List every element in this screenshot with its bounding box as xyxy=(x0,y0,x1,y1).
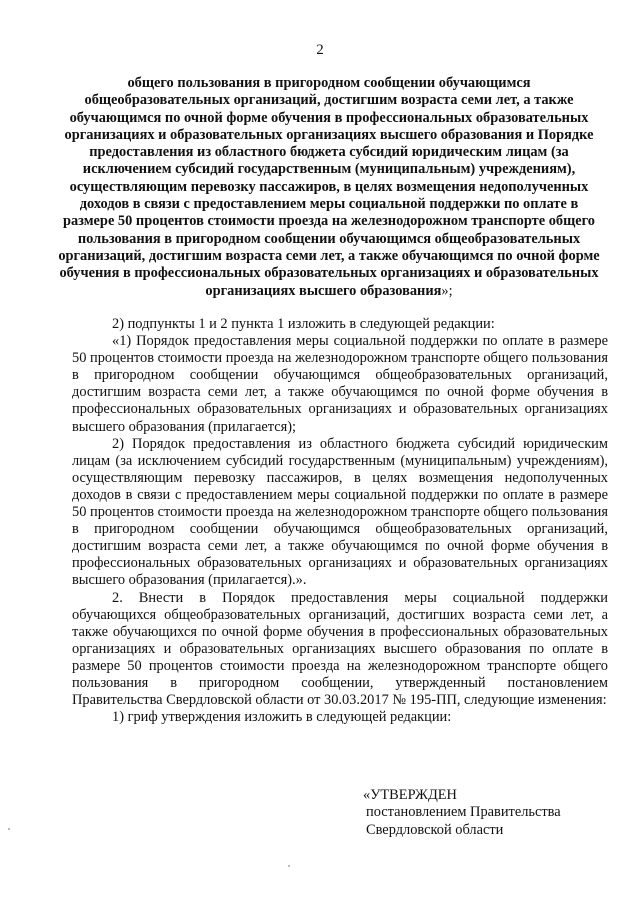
approval-line-1: «УТВЕРЖДЕН xyxy=(363,787,457,803)
document-title-block xyxy=(58,75,600,300)
document-body xyxy=(72,316,608,726)
title-text: общего пользования в пригородном сообщении обучающимся общеобразовательных организаций, достигшим возраста семи лет, а также обучающимся по очной форме обучения в профессиональных образовательных организациях и образовательных организациях высшего образования и Порядке предоставления из областного бюджета субсидий юридическим лицам (за исключением субсидий государственным (муниципальным) учреждениям), осуществляющим перевозку пассажиров, в целях возмещения недополученных доходов в связи с предоставлением меры социальной поддержки по оплате в размере 50 процентов стоимости проезда на железнодорожном транспорте общего пользования в пригородном сообщении обучающимся общеобразовательных организаций, достигшим возраста семи лет, а также обучающимся по очной форме обучения в профессиональных образовательных организациях и образовательных организациях высшего образования xyxy=(58,75,600,299)
approval-line-3: Свердловской области xyxy=(366,821,504,838)
paragraph-item-1: «1) Порядок предоставления меры социальной поддержки по оплате в размере 50 процентов стоимости проезда на железнодорожном транспорте общего пользования в пригородном сообщении обучающимся общеобразовательных организаций, достигшим возраста семи лет, а также обучающимся по очной форме обучения в профессиональных образовательных организациях и образовательных организациях высшего образования (прилагается); xyxy=(72,333,608,435)
paragraph-item-2: 2) Порядок предоставления из областного бюджета субсидий юридическим лицам (за исключением субсидий государственным (муниципальным) учреждениям), осуществляющим перевозку пассажиров, в целях возмещения недополученных доходов в связи с предоставлением меры социальной поддержки по оплате в размере 50 процентов стоимости проезда на железнодорожном транспорте общего пользования в пригородном сообщении обучающимся общеобразовательных организаций, достигшим возраста семи лет, а также обучающимся по очной форме обучения в профессиональных образовательных организациях и образовательных организациях высшего образования (прилагается).». xyxy=(72,435,608,589)
approval-line-2: постановлением Правительства xyxy=(366,804,561,821)
paragraph-section-2: 2. Внести в Порядок предоставления меры социальной поддержки обучающихся общеобразовательных организаций, достигших возраста семи лет, а также обучающихся по очной форме обучения в профессиональных образовательных организациях и образовательных организациях высшего образования по оплате в размере 50 процентов стоимости проезда на железнодорожном транспорте общего пользования в пригородном сообщении, утвержденный постановлением Правительства Свердловской области от 30.03.2017 № 195-ПП, следующие изменения: xyxy=(72,589,608,709)
paragraph-approval-intro: 1) гриф утверждения изложить в следующей редакции: xyxy=(112,709,452,726)
title-tail: »; xyxy=(441,282,453,299)
scan-mark xyxy=(288,865,290,867)
approval-stamp-block xyxy=(363,787,606,839)
scan-mark xyxy=(8,828,10,830)
paragraph-subitems-intro: 2) подпункты 1 и 2 пункта 1 изложить в следующей редакции: xyxy=(112,316,495,332)
page-number: 2 xyxy=(316,42,324,58)
